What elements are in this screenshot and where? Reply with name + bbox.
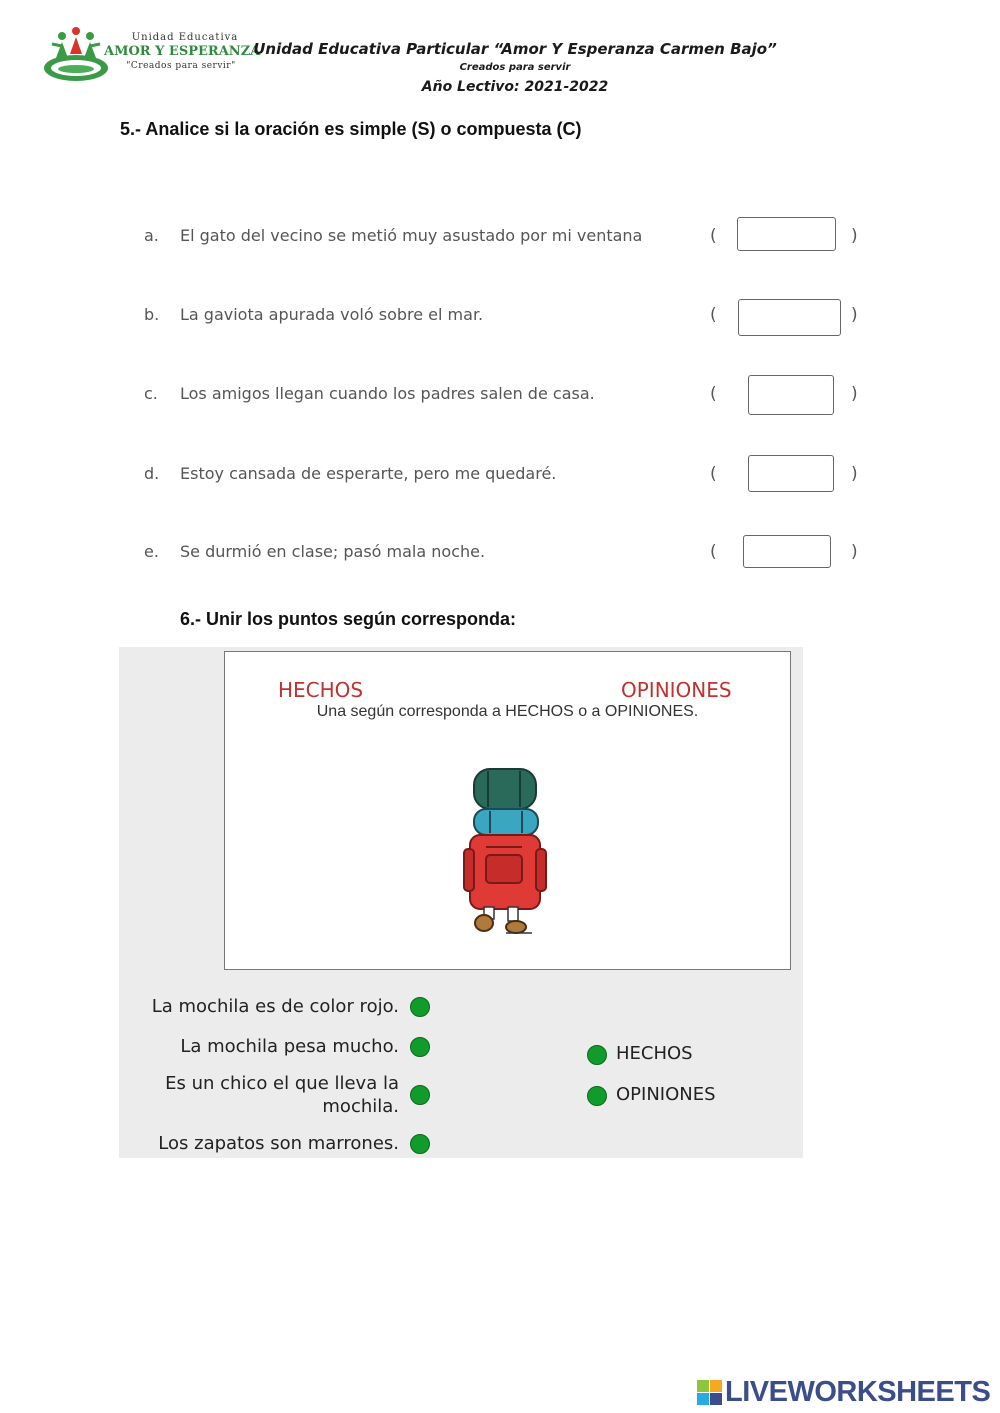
statement-4: Los zapatos son marrones. — [158, 1133, 399, 1154]
logo-text-line2: AMOR Y ESPERANZA — [104, 44, 261, 59]
open-paren: ( — [710, 305, 717, 325]
open-paren: ( — [710, 464, 717, 484]
target-opiniones-dot[interactable] — [587, 1086, 607, 1106]
school-year: Año Lectivo: 2021-2022 — [421, 79, 609, 95]
sentence-letter: a. — [144, 226, 159, 245]
hiker-backpack-illustration — [460, 765, 550, 937]
card-opiniones-label: OPINIONES — [621, 678, 732, 702]
statement-3-dot[interactable] — [410, 1085, 430, 1105]
open-paren: ( — [710, 384, 717, 404]
liveworksheets-wordmark: LIVEWORKSHEETS — [725, 1376, 991, 1408]
close-paren: ) — [851, 305, 858, 325]
sentence-row-c — [140, 376, 870, 416]
close-paren: ) — [851, 384, 858, 404]
target-opiniones-label: OPINIONES — [616, 1084, 716, 1105]
question5-title: 5.- Analice si la oración es simple (S) o compuesta (C) — [120, 119, 582, 139]
liveworksheets-logo-icon — [697, 1380, 723, 1406]
school-logo — [40, 24, 261, 86]
statement-1: La mochila es de color rojo. — [151, 996, 399, 1017]
school-motto: Creados para servir — [459, 62, 571, 73]
close-paren: ) — [851, 226, 858, 246]
sentence-text: Se durmió en clase; pasó mala noche. — [180, 542, 486, 561]
sentence-letter: e. — [144, 542, 159, 561]
logo-text-line1: Unidad Educativa — [131, 32, 239, 43]
matching-panel — [119, 647, 803, 1158]
sentence-row-d — [140, 456, 870, 496]
sentence-row-e — [140, 534, 870, 574]
card-hechos-label: HECHOS — [278, 678, 364, 702]
answer-input-e[interactable] — [743, 535, 831, 568]
close-paren: ) — [851, 542, 858, 562]
sentence-text: Los amigos llegan cuando los padres salen de casa. — [180, 384, 595, 403]
image-card — [224, 651, 791, 970]
logo-text-line3: "Creados para servir" — [126, 61, 236, 71]
answer-input-d[interactable] — [748, 455, 834, 492]
answer-input-c[interactable] — [748, 375, 834, 415]
sentence-letter: c. — [144, 384, 158, 403]
sentence-letter: b. — [144, 305, 160, 324]
card-instruction: Una según corresponda a HECHOS o a OPINIONES. — [316, 703, 699, 720]
sentence-text: Estoy cansada de esperarte, pero me quedaré. — [180, 464, 557, 483]
target-hechos-dot[interactable] — [587, 1045, 607, 1065]
answer-input-a[interactable] — [737, 217, 836, 251]
target-hechos-label: HECHOS — [616, 1043, 693, 1064]
sentence-row-a — [140, 218, 870, 258]
statement-4-dot[interactable] — [410, 1134, 430, 1154]
question6-title: 6.- Unir los puntos según corresponda: — [180, 609, 517, 629]
sentence-text: La gaviota apurada voló sobre el mar. — [180, 305, 484, 324]
close-paren: ) — [851, 464, 858, 484]
statement-2: La mochila pesa mucho. — [180, 1036, 399, 1057]
statement-2-dot[interactable] — [410, 1037, 430, 1057]
answer-input-b[interactable] — [738, 299, 841, 336]
open-paren: ( — [710, 542, 717, 562]
school-name: Unidad Educativa Particular “Amor Y Esperanza Carmen Bajo” — [253, 40, 777, 58]
statement-1-dot[interactable] — [410, 997, 430, 1017]
open-paren: ( — [710, 226, 717, 246]
statement-3: Es un chico el que lleva la mochila. — [165, 1073, 399, 1117]
sentence-text: El gato del vecino se metió muy asustado por mi ventana — [180, 226, 643, 245]
school-logo-icon — [40, 24, 112, 86]
sentence-letter: d. — [144, 464, 160, 483]
sentence-row-b — [140, 297, 870, 337]
